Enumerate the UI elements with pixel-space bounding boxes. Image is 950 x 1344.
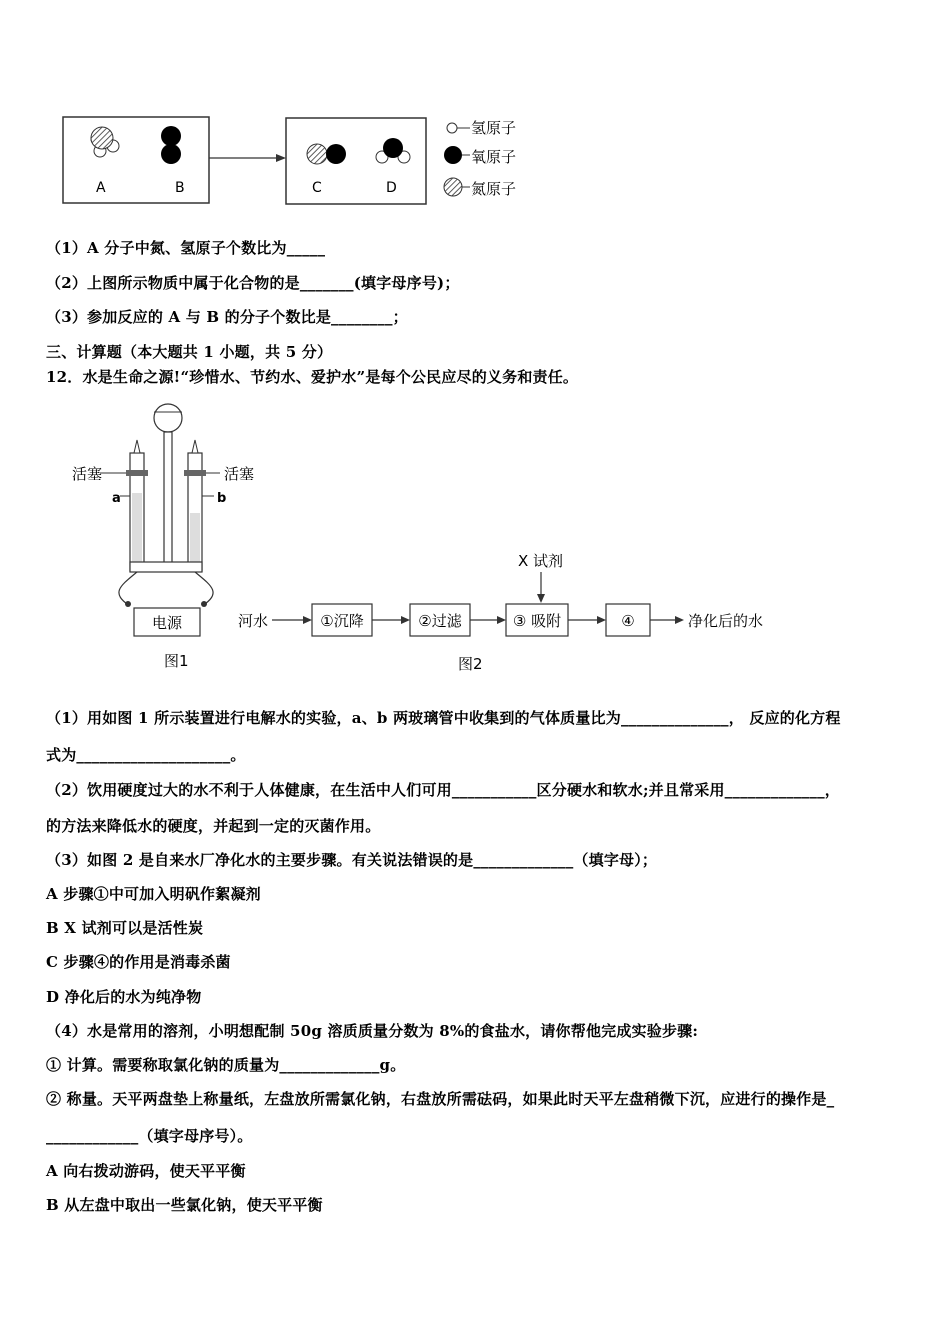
q11-sub3: （3）参加反应的 A 与 B 的分子个数比是________； <box>46 308 408 326</box>
label-b: B <box>175 180 185 196</box>
q12-choice-b: B 从左盘中取出一些氯化钠，使天平平衡 <box>46 1196 323 1214</box>
figure-2-caption: 图2 <box>458 655 483 673</box>
molecule-diagram-svg <box>60 112 560 212</box>
q12-p3: （3）如图 2 是自来水厂净化水的主要步骤。有关说法错误的是_____________（填字母）； <box>46 851 658 869</box>
q12-step2-line2: ____________（填字母序号）。 <box>46 1127 253 1145</box>
label-d: D <box>386 180 397 196</box>
q12-p2-line2: 的方法来降低水的硬度，并起到一定的灭菌作用。 <box>46 817 381 835</box>
valve-right-label: 活塞 <box>224 465 255 483</box>
valve-left-label: 活塞 <box>72 465 103 483</box>
reagent-label: X 试剂 <box>518 552 564 570</box>
label-a: A <box>96 180 106 196</box>
q12-option-a: A 步骤①中可加入明矾作絮凝剂 <box>46 885 261 903</box>
q12-step1: ① 计算。需要称取氯化钠的质量为_____________g。 <box>46 1056 406 1074</box>
figure-2 <box>236 546 796 678</box>
power-label: 电源 <box>151 614 183 632</box>
molecule-diagram <box>60 112 560 212</box>
arrow-down-icon <box>537 594 545 603</box>
legend-nitrogen: 氮原子 <box>471 180 517 198</box>
section-3-title: 三、计算题（本大题共 1 小题，共 5 分） <box>46 343 333 361</box>
legend <box>444 119 516 198</box>
q12-p1-line1: （1）用如图 1 所示装置进行电解水的实验，a、b 两玻璃管中收集到的气体质量比为______________， 反应的化方程 <box>46 709 841 727</box>
hydrogen-legend-icon <box>447 123 457 133</box>
molecule-a <box>91 127 119 157</box>
nitrogen-legend-icon <box>444 178 462 196</box>
step-2-label: ②过滤 <box>418 612 462 630</box>
q12-step2-line1: ② 称量。天平两盘垫上称量纸，左盘放所需氯化钠，右盘放所需砝码，如果此时天平左盘稍微下沉，应进行的操作是_ <box>46 1090 835 1108</box>
arrow-right-icon <box>276 154 286 162</box>
purification-flow-svg <box>236 546 796 678</box>
q12-title: 12．水是生命之源!“珍惜水、节约水、爱护水”是每个公民应尽的义务和责任。 <box>46 368 579 386</box>
q12-p1-line2: 式为____________________。 <box>46 746 246 764</box>
input-label: 河水 <box>238 612 269 630</box>
q12-choice-a: A 向右拨动游码，使天平平衡 <box>46 1162 246 1180</box>
legend-oxygen: 氧原子 <box>471 148 517 166</box>
molecule-d <box>376 138 410 163</box>
q12-option-d: D 净化后的水为纯净物 <box>46 988 202 1006</box>
step-4-label: ④ <box>621 612 635 630</box>
step-3-label: ③ 吸附 <box>512 612 562 630</box>
tube-b-label: b <box>217 491 227 506</box>
q11-sub1: （1）A 分子中氮、氢原子个数比为_____ <box>46 239 326 257</box>
reactant-box <box>63 117 209 203</box>
q11-sub2: （2）上图所示物质中属于化合物的是_______(填字母序号)； <box>46 274 460 292</box>
q12-p2-line1: （2）饮用硬度过大的水不利于人体健康，在生活中人们可用___________区分硬水和软水;并且常采用_____________， <box>46 781 840 799</box>
q12-option-b: B X 试剂可以是活性炭 <box>46 919 204 937</box>
q12-p4: （4）水是常用的溶剂，小明想配制 50g 溶质质量分数为 8%的食盐水，请你帮他完成实验步骤: <box>46 1022 699 1040</box>
output-label: 净化后的水 <box>688 612 764 630</box>
legend-hydrogen: 氢原子 <box>471 119 517 137</box>
step-1-label: ①沉降 <box>320 612 364 630</box>
q12-option-c: C 步骤④的作用是消毒杀菌 <box>46 953 231 971</box>
molecule-c <box>307 144 346 164</box>
molecule-b <box>161 126 181 164</box>
label-c: C <box>312 180 322 196</box>
figure-1-caption: 图1 <box>164 652 189 670</box>
oxygen-legend-icon <box>444 146 462 164</box>
tube-a-label: a <box>112 491 121 506</box>
